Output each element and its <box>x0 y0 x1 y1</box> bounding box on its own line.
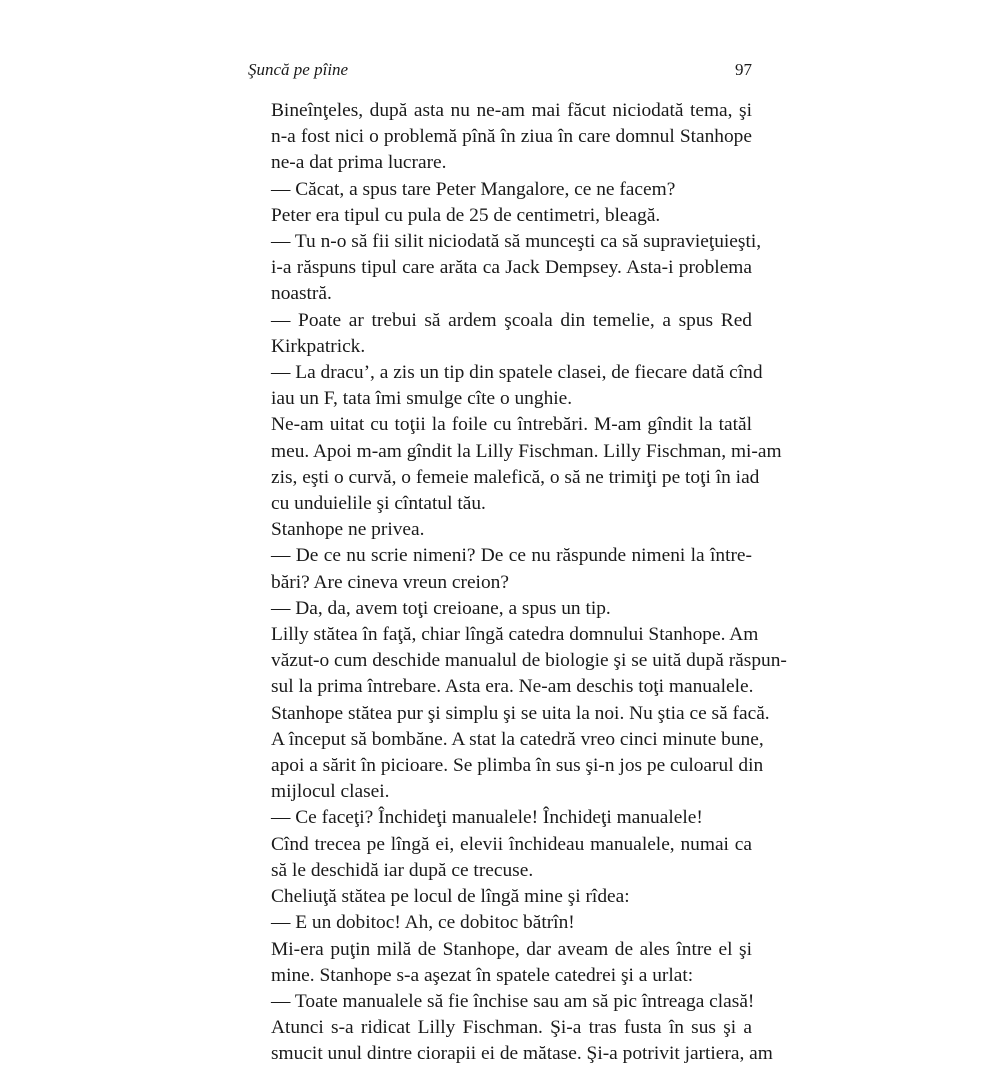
paragraph <box>248 596 752 622</box>
page-number: 97 <box>735 60 752 79</box>
text-line: — Ce faceţi? Închideţi manualele! Închideţi manualele! <box>271 807 703 829</box>
text-line: Cînd trecea pe lîngă ei, elevii închideau manualele, numai ca <box>271 833 752 855</box>
paragraph <box>248 622 787 805</box>
text-line: noastră. <box>271 283 332 305</box>
paragraph <box>248 805 752 831</box>
text-line: sul la prima întrebare. Asta era. Ne-am deschis toţi manualele. <box>271 676 754 698</box>
paragraph <box>248 937 752 989</box>
text-line: văzut-o cum deschide manualul de biologie şi se uită după răspun- <box>271 650 787 672</box>
text-line: Peter era tipul cu pula de 25 de centimetri, bleagă. <box>271 204 661 226</box>
paragraph <box>248 1015 773 1067</box>
paragraph <box>248 308 752 360</box>
text-line: — Da, da, avem toţi creioane, a spus un tip. <box>271 597 611 619</box>
running-title: Şuncă pe pîine <box>248 60 349 79</box>
text-line: — E un dobitoc! Ah, ce dobitoc bătrîn! <box>271 912 575 934</box>
text-line: i-a răspuns tipul care arăta ca Jack Dempsey. Asta-i problema <box>271 257 752 279</box>
paragraph <box>248 229 762 308</box>
text-line: Atunci s-a ridicat Lilly Fischman. Şi-a tras fusta în sus şi a <box>271 1017 752 1039</box>
text-line: iau un F, tata îmi smulge cîte o unghie. <box>271 388 573 410</box>
paragraph <box>248 412 782 517</box>
paragraph <box>248 543 752 595</box>
text-line: — Tu n-o să fii silit niciodată să munceşti ca să supravieţuieşti, <box>271 231 762 253</box>
text-line: — La dracu’, a zis un tip din spatele clasei, de fiecare dată cînd <box>271 362 763 384</box>
text-line: ne-a dat prima lucrare. <box>271 152 447 174</box>
text-line: să le deschidă iar după ce trecuse. <box>271 859 534 881</box>
text-line: — Căcat, a spus tare Peter Mangalore, ce ne facem? <box>271 178 676 200</box>
paragraph <box>248 884 752 910</box>
text-line: Mi-era puţin milă de Stanhope, dar aveam de ales între el şi <box>271 938 752 960</box>
text-line: A început să bombăne. A stat la catedră vreo cinci minute bune, <box>271 728 764 750</box>
text-line: mine. Stanhope s-a aşezat în spatele catedrei şi a urlat: <box>271 964 694 986</box>
text-line: smucit unul dintre ciorapii ei de mătase. Şi-a potrivit jartiera, am <box>271 1043 773 1065</box>
text-line: Bineînţeles, după asta nu ne-am mai făcut niciodată tema, şi <box>271 100 752 121</box>
text-line: Lilly stătea în faţă, chiar lîngă catedra domnului Stanhope. Am <box>271 624 759 646</box>
text-line: bări? Are cineva vreun creion? <box>271 571 509 593</box>
paragraph <box>248 517 752 543</box>
paragraph <box>248 203 752 229</box>
text-line: Kirkpatrick. <box>271 335 366 357</box>
text-line: Stanhope stătea pur şi simplu şi se uita la noi. Nu ştia ce să facă. <box>271 702 770 724</box>
text-line: meu. Apoi m-am gîndit la Lilly Fischman. Lilly Fischman, mi-am <box>271 440 782 462</box>
text-line: Ne-am uitat cu toţii la foile cu întrebări. M-am gîndit la tatăl <box>271 414 752 436</box>
text-line: cu unduielile şi cîntatul tău. <box>271 493 486 515</box>
text-line: n-a fost nici o problemă pînă în ziua în care domnul Stanhope <box>271 126 752 148</box>
text-line: apoi a sărit în picioare. Se plimba în sus şi-n jos pe culoarul din <box>271 755 764 777</box>
text-line: Stanhope ne privea. <box>271 519 425 541</box>
text-line: zis, eşti o curvă, o femeie malefică, o să ne trimiţi pe toţi în iad <box>271 466 760 488</box>
text-line: — Poate ar trebui să ardem şcoala din temelie, a spus Red <box>271 309 752 331</box>
body-text <box>248 98 787 1068</box>
text-line: — De ce nu scrie nimeni? De ce nu răspunde nimeni la între- <box>271 545 752 567</box>
paragraph <box>248 177 752 203</box>
text-line: Cheliuţă stătea pe locul de lîngă mine şi rîdea: <box>271 886 630 908</box>
paragraph <box>248 832 752 884</box>
text-line: — Toate manualele să fie închise sau am să pic întreaga clasă! <box>271 990 755 1012</box>
page-header <box>248 60 752 84</box>
text-line: mijlocul clasei. <box>271 781 390 803</box>
paragraph <box>248 98 752 177</box>
paragraph <box>248 910 752 936</box>
paragraph <box>248 989 755 1015</box>
paragraph <box>248 360 763 412</box>
